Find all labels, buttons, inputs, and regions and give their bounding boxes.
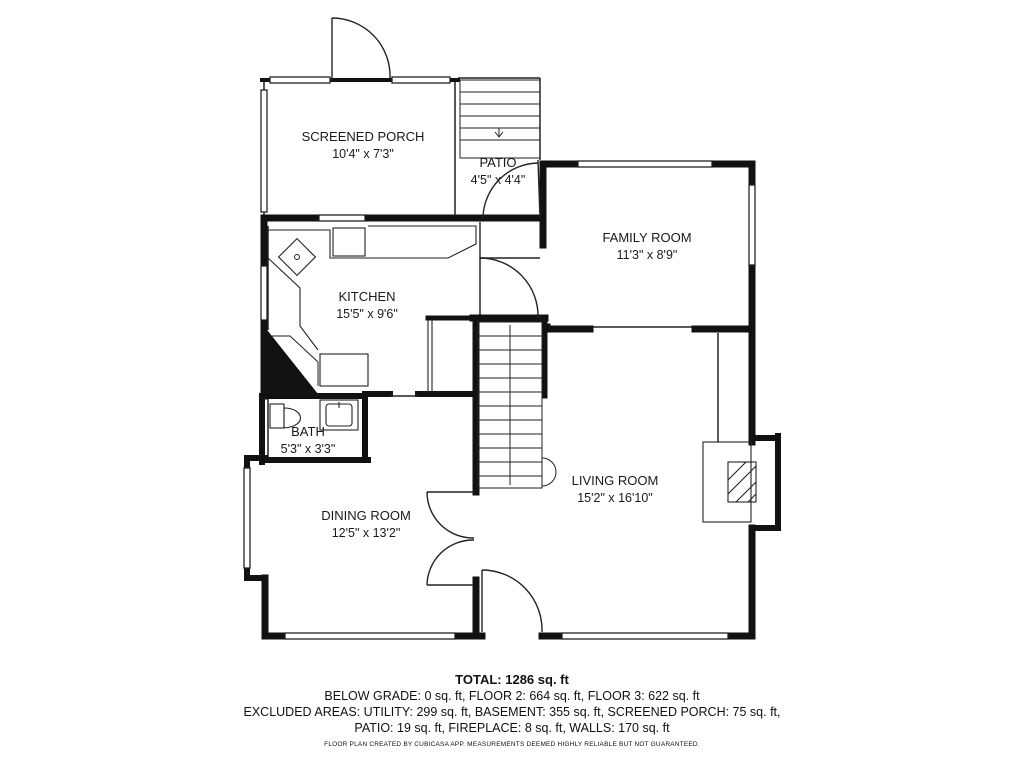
- kitchen-dims: 15'5" x 9'6": [336, 307, 398, 321]
- family-room-dims: 11'3" x 8'9": [616, 248, 678, 262]
- patio-dims: 4'5" x 4'4": [470, 173, 526, 187]
- living-room-label: LIVING ROOM: [571, 473, 659, 488]
- summary-line-2: EXCLUDED AREAS: UTILITY: 299 sq. ft, BASEMENT: 355 sq. ft, SCREENED PORCH: 75 sq. ft,: [243, 705, 781, 719]
- dining-room-label: DINING ROOM: [321, 508, 411, 523]
- credit-line: FLOOR PLAN CREATED BY CUBICASA APP. MEASUREMENTS DEEMED HIGHLY RELIABLE BUT NOT GUARANTEED.: [324, 741, 700, 748]
- area-summary: [0, 672, 1024, 750]
- sink-icon: [295, 255, 300, 260]
- stair-arrow-icon: [495, 128, 503, 137]
- total-area: TOTAL: 1286 sq. ft: [455, 672, 569, 687]
- bath-dims: 5'3" x 3'3": [280, 442, 336, 456]
- kitchen-label: KITCHEN: [338, 289, 396, 304]
- patio-label: PATIO: [479, 155, 517, 170]
- screened-porch-label: SCREENED PORCH: [301, 129, 425, 144]
- summary-line-1: BELOW GRADE: 0 sq. ft, FLOOR 2: 664 sq. ft, FLOOR 3: 622 sq. ft: [324, 689, 700, 703]
- dining-room-dims: 12'5" x 13'2": [331, 526, 401, 540]
- living-room-dims: 15'2" x 16'10": [577, 491, 653, 505]
- bath-label: BATH: [291, 424, 325, 439]
- screened-porch-dims: 10'4" x 7'3": [332, 147, 394, 161]
- summary-line-3: PATIO: 19 sq. ft, FIREPLACE: 8 sq. ft, WALLS: 170 sq. ft: [354, 721, 670, 735]
- fireplace-icon: [703, 442, 756, 522]
- family-room-label: FAMILY ROOM: [602, 230, 692, 245]
